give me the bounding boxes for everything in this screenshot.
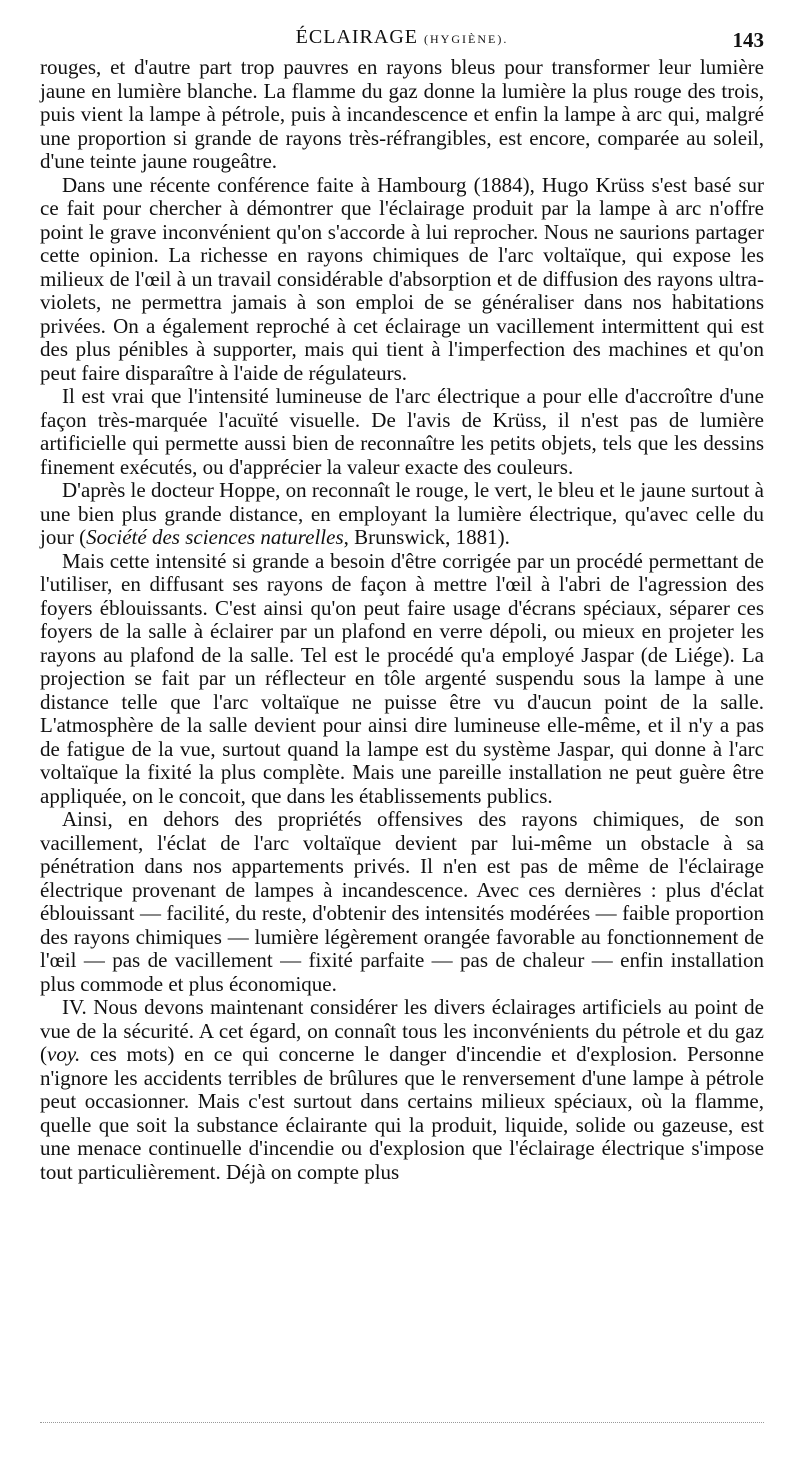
paragraph: [40, 479, 764, 550]
text-run: D'après le docteur Hoppe, on reconnaît le rouge, le vert, le bleu et le jaune surtout à une bien plus grande distance, en employant la lumière électrique, qu'avec celle du jour (: [40, 478, 764, 549]
paragraph: [40, 550, 764, 809]
running-title-main: ÉCLAIRAGE: [295, 26, 418, 48]
text-run: ces mots) en ce qui concerne le danger d'incendie et d'explosion. Personne n'ignore les accidents terribles de brûlures que le renversement d'une lampe à pétrole peut occasionner. Mais c'est surtout dans certains milieux spéciaux, où la flamme, quelle que soit la substance éclairante qui la produit, liquide, solide ou gazeuse, est une menace continuelle d'incendie ou d'explosion que l'éclairage électrique s'impose tout particulièrement. Déjà on compte plus: [40, 1042, 764, 1184]
paragraph: [40, 808, 764, 996]
text-run: Ainsi, en dehors des propriétés offensives des rayons chimiques, de son vacillement, l'éclat de l'arc voltaïque devient par lui-même un obstacle à sa pénétration dans nos appartements privés. Il n'en est pas de même de l'éclairage électrique provenant de lampes à incandescence. Avec ces dernières : plus d'éclat éblouissant — facilité, du reste, d'obtenir des intensités modérées — faible proportion des rayons chimiques — lumière légèrement orangée favorable au fonctionnement de l'œil — pas de vacillement — fixité parfaite — pas de chaleur — enfin installation plus commode et plus économique.: [40, 807, 764, 996]
paragraph: [40, 56, 764, 174]
italic-text: voy.: [47, 1042, 81, 1066]
text-run: IV. Nous devons maintenant considérer les divers éclairages artificiels au point de vue de la sécurité. A cet égard, on connaît tous les inconvénients du pétrole et du gaz (: [40, 995, 764, 1066]
page-number: 143: [732, 28, 764, 52]
text-run: Il est vrai que l'intensité lumineuse de l'arc électrique a pour elle d'accroître d'une façon très-marquée l'acuïté visuelle. De l'avis de Krüss, il n'est pas de lumière artificielle qui permette aussi bien de reconnaître les petits objets, tels que les dessins finement exécutés, ou d'apprécier la valeur exacte des couleurs.: [40, 384, 764, 479]
running-title: [40, 26, 764, 49]
running-head: [40, 22, 764, 56]
document-page: [40, 22, 764, 1442]
text-run: Dans une récente conférence faite à Hambourg (1884), Hugo Krüss s'est basé sur ce fait pour chercher à démontrer que l'éclairage produit par la lampe à arc n'offre point le grave inconvénient qu'on s'accorde à lui reprocher. Nous ne saurions partager cette opinion. La richesse en rayons chimiques de l'arc voltaïque, qui expose les milieux de l'œil à un travail considérable d'absorption et de diffusion des rayons ultra-violets, ne permettra jamais à son emploi de se généraliser dans nos habitations privées. On a également reproché à cet éclairage un vacillement intermittent qui est des plus pénibles à supporter, mais qui tient à l'imperfection des machines et qu'on peut faire disparaître à l'aide de régulateurs.: [40, 172, 764, 385]
paragraph: [40, 385, 764, 479]
running-title-sub: (HYGIÈNE).: [424, 32, 509, 46]
italic-text: Société des sciences naturelles: [86, 525, 344, 549]
text-run: , Brunswick, 1881).: [343, 525, 510, 549]
footer-rule: [40, 1422, 764, 1423]
text-run: Mais cette intensité si grande a besoin d'être corrigée par un procédé permettant de l'utiliser, en diffusant ses rayons de façon à mettre l'œil à l'abri de l'agression des foyers éblouissants. C'est ainsi qu'on peut faire usage d'écrans spéciaux, séparer ces foyers de la salle à éclairer par un plafond en verre dépoli, ou mieux en projeter les rayons au plafond de la salle. Tel est le procédé qu'a employé Jaspar (de Liége). La projection se fait par un réflecteur en tôle argenté suspendu sous la lampe à une distance telle que l'arc voltaïque ne puisse être vu d'aucun point de la salle. L'atmosphère de la salle devient pour ainsi dire lumineuse elle-même, et il n'y a pas de fatigue de la vue, surtout quand la lampe est du système Jaspar, qui donne à l'arc voltaïque la fixité la plus complète. Mais une pareille installation ne peut guère être appliquée, on le concoit, que dans les établissements publics.: [40, 548, 764, 808]
body-text: [40, 56, 764, 1184]
paragraph: [40, 174, 764, 386]
text-run: rouges, et d'autre part trop pauvres en rayons bleus pour transformer leur lumière jaune en lumière blanche. La flamme du gaz donne la lumière la plus rouge des trois, puis vient la lampe à pétrole, puis à incandescence et enfin la lampe à arc qui, malgré une proportion si grande de rayons très-réfrangibles, est encore, comparée au soleil, d'une teinte jaune rougeâtre.: [40, 55, 764, 173]
paragraph: [40, 996, 764, 1184]
